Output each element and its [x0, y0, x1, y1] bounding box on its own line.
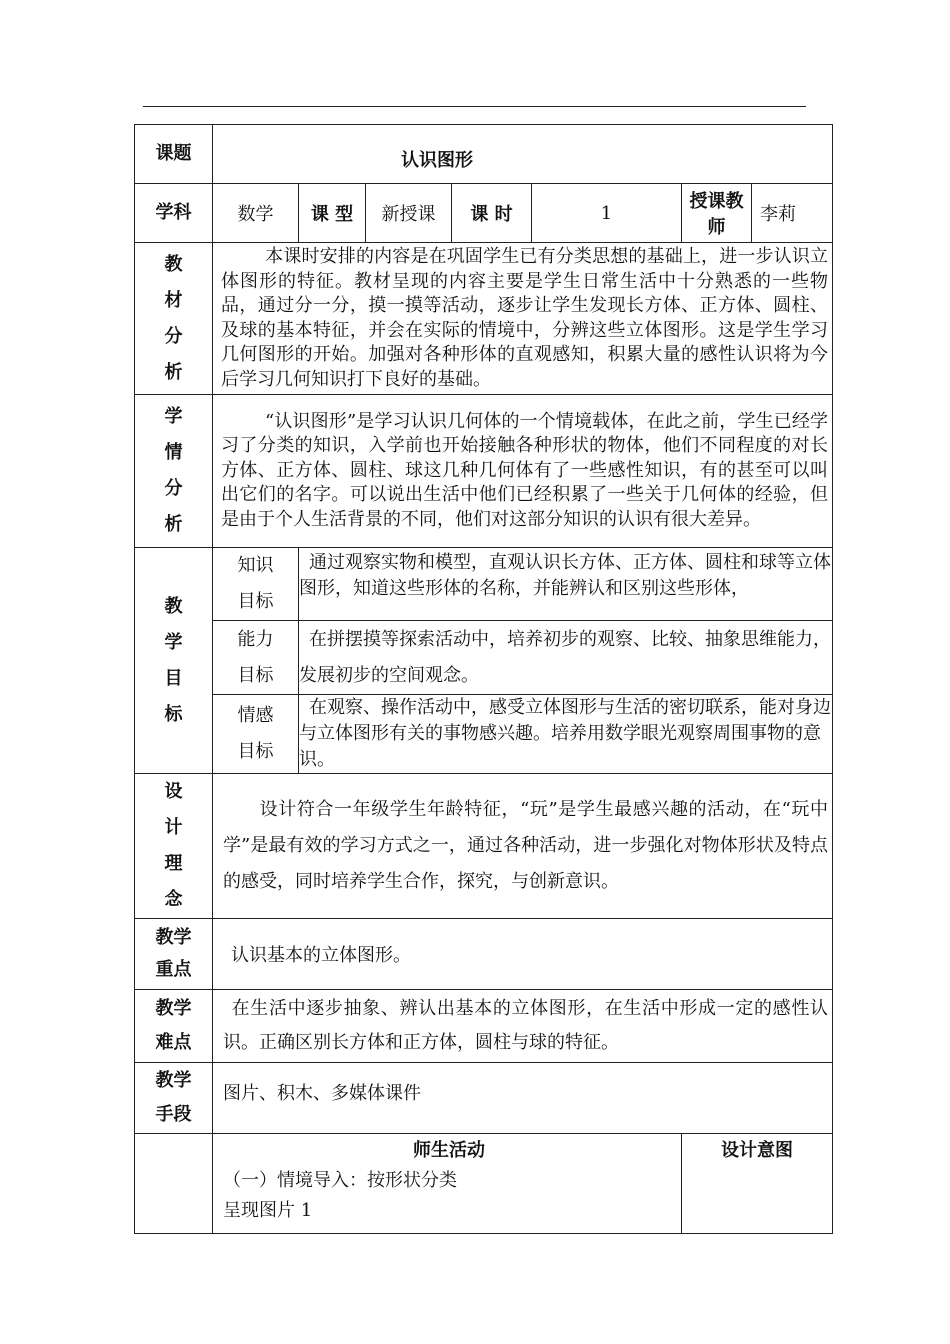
course-type-value: 新授课	[366, 184, 452, 243]
class-hours-value: 1	[532, 184, 682, 243]
objective-label-line: 目标	[237, 664, 274, 686]
student-analysis-label	[135, 395, 213, 548]
activities-header: 师生活动	[413, 1140, 485, 1161]
header-rule	[143, 106, 806, 107]
difficulty-text: 在生活中逐步抽象、辨认出基本的立体图形，在生活中形成一定的感性认识。正确区别长方体和正方体，圆柱与球的特征。	[223, 998, 828, 1053]
lesson-plan-table	[134, 124, 833, 1234]
topic-row	[135, 125, 833, 184]
label-char: 情	[164, 442, 183, 463]
activities-line: （一）情境导入：按形状分类	[223, 1170, 457, 1191]
label-line: 手段	[155, 1104, 192, 1125]
label-line: 教学	[155, 927, 192, 948]
label-char: 教	[164, 595, 183, 617]
design-intent-header: 设计意图	[682, 1134, 833, 1234]
student-analysis-row	[135, 395, 833, 548]
material-analysis-row	[135, 243, 833, 395]
objective-emotion-label	[213, 695, 299, 774]
label-line: 教学	[155, 1070, 192, 1091]
course-type-label: 课 型	[299, 184, 366, 243]
label-char: 念	[164, 889, 183, 910]
material-analysis-label	[135, 243, 213, 395]
label-char: 教	[164, 253, 183, 275]
objective-knowledge	[213, 548, 832, 621]
label-line: 教学	[155, 998, 192, 1019]
objective-label-line: 知识	[237, 555, 274, 576]
objective-emotion	[213, 695, 832, 774]
objective-label-line: 目标	[237, 741, 274, 762]
label-char: 设	[164, 781, 183, 802]
activities-line: 呈现图片 1	[223, 1200, 313, 1221]
objective-label-line: 能力	[237, 628, 274, 650]
subject-value: 数学	[213, 184, 299, 243]
label-line: 难点	[155, 1032, 192, 1053]
material-analysis-text-cell	[213, 243, 833, 395]
topic-value-cell	[213, 125, 833, 184]
objective-emotion-text	[299, 695, 833, 774]
objective-label-line: 情感	[237, 705, 274, 726]
activities-cell	[213, 1134, 682, 1234]
objectives-subtable	[213, 548, 832, 773]
label-line: 重点	[155, 959, 192, 980]
objective-knowledge-label	[213, 548, 299, 621]
key-point-row	[135, 919, 833, 990]
objective-text: 在观察、操作活动中，感受立体图形与生活的密切联系，能对身边与立体图形有关的事物感兴趣。培养用数学眼光观察周围事物的意识。	[299, 697, 831, 770]
label-char: 目	[164, 667, 183, 689]
objectives-row	[135, 548, 833, 774]
objective-label-line: 目标	[237, 591, 274, 612]
difficulty-label	[135, 990, 213, 1063]
design-concept-text: 设计符合一年级学生年龄特征，“玩”是学生最感兴趣的活动，在“玩中学”是最有效的学习方式之一，通过各种活动，进一步强化对物体形状及特点的感受，同时培养学生合作，探究，与创新意识。	[223, 799, 828, 892]
difficulty-text-cell	[213, 990, 833, 1063]
student-analysis-text-cell	[213, 395, 833, 548]
objective-knowledge-text	[299, 548, 833, 621]
label-char: 析	[164, 514, 183, 535]
design-concept-label	[135, 774, 213, 919]
topic-label: 课题	[135, 125, 213, 184]
objective-text: 在拼摆摸等探索活动中，培养初步的观察、比较、抽象思维能力，发展初步的空间观念。	[299, 628, 831, 686]
key-point-label	[135, 919, 213, 990]
objective-ability	[213, 621, 832, 695]
student-analysis-text: “认识图形”是学习认识几何体的一个情境载体，在此之前，学生已经学习了分类的知识，入学前也开始接触各种形状的物体，他们不同程度的对长方体、正方体、圆柱、球这几种几何体有了一些感性知识，有的甚至可以叫出它们的名字。可以说出生活中他们已经积累了一些关于几何体的经验，但是由于个人生活背景的不同，他们对这部分知识的认识有很大差异。	[221, 410, 828, 530]
objectives-label	[135, 548, 213, 774]
topic-value: 认识图形	[401, 150, 473, 171]
objective-ability-text	[299, 621, 833, 695]
material-analysis-text: 本课时安排的内容是在巩固学生已有分类思想的基础上，进一步认识立体图形的特征。教材呈现的内容主要是学生日常生活中十分熟悉的一些物品，通过分一分，摸一摸等活动，逐步让学生发现长方体、正方体、圆柱、及球的基本特征，并会在实际的情境中，分辨这些立体图形。这是学生学习几何图形的开始。加强对各种形体的直观感知，积累大量的感性认识将为今后学习几何知识打下良好的基础。	[221, 246, 828, 390]
label-char: 分	[164, 478, 183, 499]
design-concept-row	[135, 774, 833, 919]
label-char: 标	[164, 703, 183, 725]
design-concept-text-cell	[213, 774, 833, 919]
label-char: 计	[164, 817, 183, 838]
objectives-cell	[213, 548, 833, 774]
label-char: 理	[164, 853, 183, 874]
activities-row	[135, 1134, 833, 1234]
means-label	[135, 1063, 213, 1134]
difficulty-row	[135, 990, 833, 1063]
activities-empty-cell	[135, 1134, 213, 1234]
label-char: 材	[164, 289, 183, 311]
key-point-text: 认识基本的立体图形。	[213, 919, 833, 990]
label-char: 分	[164, 325, 183, 347]
label-char: 析	[164, 361, 183, 383]
means-text: 图片、积木、多媒体课件	[213, 1063, 833, 1134]
label-char: 学	[164, 631, 183, 653]
class-hours-label: 课 时	[452, 184, 532, 243]
label-char: 学	[164, 406, 183, 427]
objective-ability-label	[213, 621, 299, 695]
subject-label: 学科	[135, 184, 213, 243]
teacher-value: 李莉	[752, 184, 833, 243]
means-row	[135, 1063, 833, 1134]
subject-row	[135, 184, 833, 243]
objective-text: 通过观察实物和模型，直观认识长方体、正方体、圆柱和球等立体图形，知道这些形体的名称，并能辨认和区别这些形体，	[299, 552, 831, 599]
teacher-label: 授课教师	[682, 184, 752, 243]
